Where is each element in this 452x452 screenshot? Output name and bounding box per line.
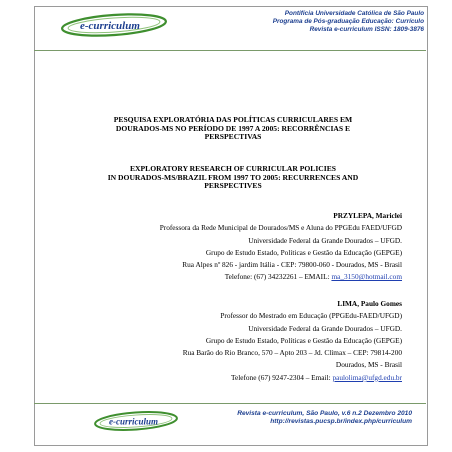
- header-info: [194, 10, 424, 34]
- logo-text: e-curriculum: [80, 20, 140, 32]
- footer-divider: [34, 403, 426, 404]
- footer-citation: Revista e-curriculum, São Paulo, v.6 n.2 Dezembro 2010: [237, 410, 412, 417]
- title-portuguese: [70, 116, 396, 142]
- author-2-name: LIMA, Paulo Gomes: [337, 299, 402, 308]
- author-2: [62, 298, 402, 384]
- journal-logo-header: [58, 12, 170, 38]
- author-1-phone: Telefone: (67) 34232261 – EMAIL:: [224, 272, 332, 282]
- footer-url[interactable]: http://revistas.pucsp.br/index.php/curriculum: [270, 418, 412, 426]
- author-2-contact: [62, 372, 402, 384]
- program-name: Programa de Pós-graduação Educação: Currículo: [272, 18, 424, 25]
- author-1-contact: [62, 271, 402, 283]
- author-1-affiliation: Professora da Rede Municipal de Dourados/MS e Aluna do PPGEdu FAED/UFGD: [159, 223, 402, 233]
- author-2-group: Grupo de Estudo Estado, Políticas e Gestão da Educação (GEPGE): [205, 335, 402, 345]
- author-2-email-link[interactable]: paulolima@ufgd.edu.br: [332, 372, 402, 382]
- journal-issn: Revista e-curriculum ISSN: 1809-3876: [309, 26, 424, 33]
- author-1-university: Universidade Federal da Grande Dourados – UFGD.: [248, 235, 402, 245]
- author-2-city: Dourados, MS - Brasil: [335, 360, 402, 370]
- author-1-name: PRZYLEPA, Mariclei: [333, 211, 402, 220]
- title-en-line-2: IN DOURADOS-MS/BRAZIL FROM 1997 TO 2005: RECURRENCES AND: [107, 172, 359, 182]
- university-name: Pontifícia Universidade Católica de São Paulo: [284, 10, 424, 17]
- journal-logo-footer: [92, 410, 180, 432]
- author-2-affiliation: Professor do Mestrado em Educação (PPGEdu-FAED/UFGD): [220, 311, 402, 321]
- author-1-address: Rua Alpes nº 826 - jardim Itália - CEP: 79800-060 - Dourados, MS - Brasil: [182, 260, 402, 270]
- author-2-phone: Telefone (67) 9247-2304 – Email:: [231, 372, 333, 382]
- title-en-line-3: PERSPECTIVES: [204, 181, 262, 191]
- title-english: [70, 165, 396, 191]
- footer-info: [172, 410, 412, 426]
- author-1-group: Grupo de Estudo Estado, Políticas e Gestão da Educação (GEPGE): [205, 247, 402, 257]
- footer-logo-text: e-curriculum: [109, 416, 159, 427]
- author-1: [62, 210, 402, 284]
- title-pt-line-1: PESQUISA EXPLORATÓRIA DAS POLÍTICAS CURRICULARES EM: [113, 115, 353, 124]
- author-2-university: Universidade Federal da Grande Dourados – UFGD.: [248, 323, 402, 333]
- header-divider: [34, 50, 426, 51]
- author-1-email-link[interactable]: ma_3150@hotmail.com: [331, 272, 402, 282]
- title-en-line-1: EXPLORATORY RESEARCH OF CURRICULAR POLICIES: [129, 164, 337, 173]
- title-pt-line-2: DOURADOS-MS NO PERÍODO DE 1997 A 2005: RECORRÊNCIAS E: [115, 123, 351, 133]
- title-pt-line-3: PERSPECTIVAS: [204, 132, 262, 142]
- author-2-address: Rua Barão do Rio Branco, 570 – Apto 203 – Jd. Clímax – CEP: 79814-200: [182, 348, 402, 358]
